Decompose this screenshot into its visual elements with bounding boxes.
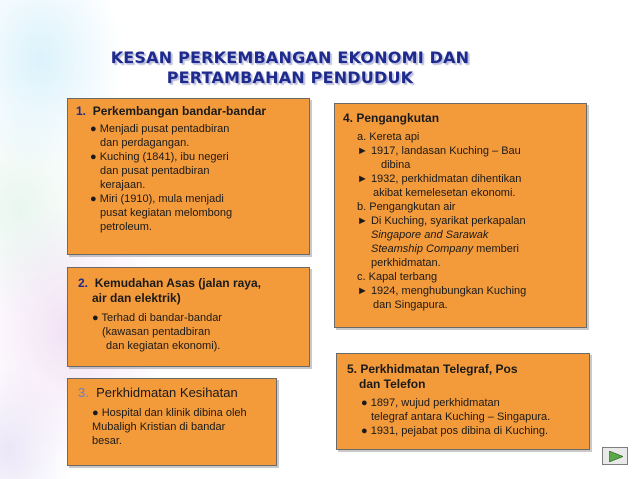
box4-sub-a: a. Kereta api: [357, 131, 420, 143]
box3-line: besar.: [92, 435, 122, 447]
box4-heading: 4. Pengangkutan: [343, 111, 440, 125]
box4-line: ► 1917, landasan Kuching – Bau: [357, 145, 521, 157]
box-kemudahan-asas: [67, 267, 310, 367]
box2-line: ● Terhad di bandar-bandar: [92, 312, 222, 324]
box1-number: 1.: [76, 104, 87, 118]
box2-line: (kawasan pentadbiran: [102, 326, 211, 338]
box-telegraf-pos-telefon: [336, 353, 590, 450]
box1-line: dan pusat pentadbiran: [100, 165, 210, 177]
box5-heading-line-1: 5. Perkhidmatan Telegraf, Pos: [347, 362, 518, 376]
box4-line-italic: Singapore and Sarawak: [371, 229, 489, 241]
box4-line-rest: memberi: [473, 243, 519, 255]
next-slide-button[interactable]: [602, 447, 628, 465]
next-slide-arrow-icon: [609, 451, 623, 462]
box5-heading-line-2: dan Telefon: [359, 377, 426, 391]
box2-heading: [78, 276, 299, 291]
box4-line: ► Di Kuching, syarikat perkapalan: [357, 215, 526, 227]
box1-heading-text: Perkembangan bandar-bandar: [92, 104, 267, 118]
box1-line: kerajaan.: [100, 179, 146, 191]
box3-heading-text: Perkhidmatan Kesihatan: [96, 385, 238, 400]
box5-line: telegraf antara Kuching – Singapura.: [371, 411, 551, 423]
box3-number: 3.: [78, 385, 89, 400]
slide-title: [60, 48, 520, 88]
box3-line: Mubaligh Kristian di bandar: [92, 421, 226, 433]
box3-line: ● Hospital dan klinik dibina oleh: [92, 407, 247, 419]
box4-line: perkhidmatan.: [371, 257, 441, 269]
title-line-1: KESAN PERKEMBANGAN EKONOMI DAN: [110, 48, 470, 67]
box4-line: [343, 242, 578, 256]
box4-line: ► 1932, perkhidmatan dihentikan: [357, 173, 522, 185]
box2-number: 2.: [78, 276, 89, 290]
box1-line: ● Miri (1910), mula menjadi: [90, 193, 224, 205]
box4-line: akibat kemelesetan ekonomi.: [373, 187, 516, 199]
box1-line: ● Kuching (1841), ibu negeri: [90, 151, 229, 163]
box1-line: pusat kegiatan melombong: [100, 207, 233, 219]
box4-line: dibina: [381, 159, 411, 171]
box4-sub-b: b. Pengangkutan air: [357, 201, 456, 213]
title-line-2: PERTAMBAHAN PENDUDUK: [166, 68, 414, 87]
box2-line: dan kegiatan ekonomi).: [106, 340, 221, 352]
box-pengangkutan: [334, 103, 587, 328]
box-perkhidmatan-kesihatan: [67, 378, 277, 466]
box-perkembangan-bandar: [67, 98, 310, 255]
box4-company-name: Steamship Company: [371, 243, 474, 255]
box4-line: ► 1924, menghubungkan Kuching: [357, 285, 527, 297]
box4-line: dan Singapura.: [373, 299, 448, 311]
box2-heading-line-2: air dan elektrik): [92, 291, 181, 305]
box2-heading-line-1: Kemudahan Asas (jalan raya,: [94, 276, 261, 290]
box5-line: ● 1897, wujud perkhidmatan: [361, 397, 500, 409]
box1-line: ● Menjadi pusat pentadbiran: [90, 123, 230, 135]
box1-heading: [76, 104, 301, 119]
box4-sub-c: c. Kapal terbang: [357, 271, 438, 283]
box1-line: dan perdagangan.: [100, 137, 190, 149]
box1-line: petroleum.: [100, 221, 152, 233]
box3-heading: [78, 385, 266, 400]
box5-line: ● 1931, pejabat pos dibina di Kuching.: [361, 425, 549, 437]
